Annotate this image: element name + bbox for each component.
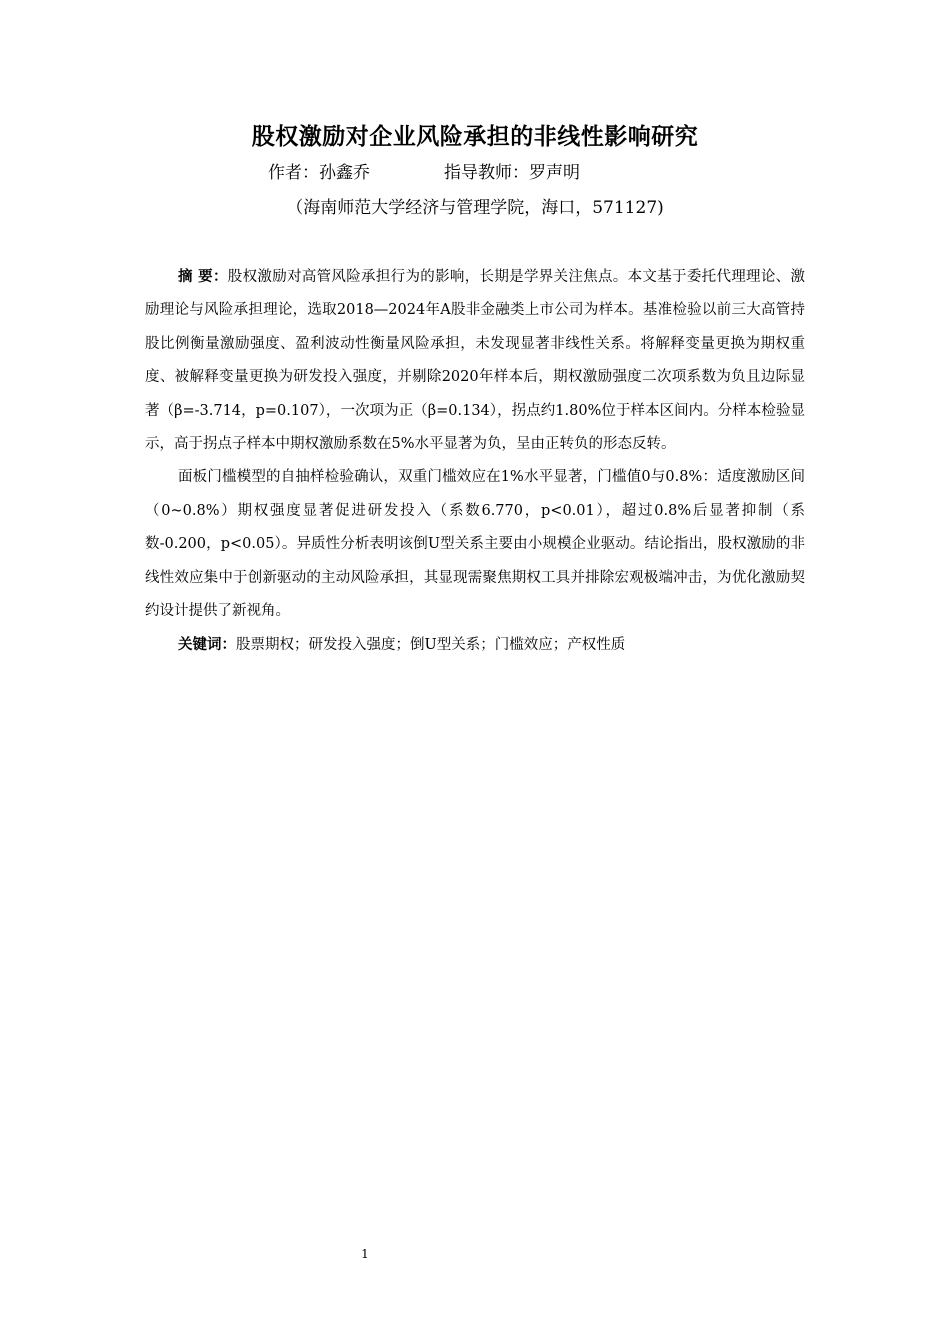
author-name: 作者：孙鑫乔: [268, 163, 370, 183]
abstract-section: [145, 260, 805, 663]
abstract-label: 摘 要：: [178, 268, 228, 285]
page-number: 1: [361, 1247, 369, 1261]
abstract-paragraph-1: [145, 260, 805, 461]
affiliation: （海南师范大学经济与管理学院，海口，571127): [286, 198, 664, 218]
abstract-paragraph-2: 面板门槛模型的自抽样检验确认，双重门槛效应在1%水平显著，门槛值0与0.8%：适度激励区间（0~0.8%）期权强度显著促进研发投入（系数6.770，p<0.01），超过0.8%后显著抑制（系数-0.200，p<0.05）。异质性分析表明该倒U型关系主要由小规模企业驱动。结论指出，股权激励的非线性效应集中于创新驱动的主动风险承担，其显现需聚焦期权工具并排除宏观极端冲击，为优化激励契约设计提供了新视角。: [145, 469, 805, 620]
keywords-text: 股票期权；研发投入强度；倒U型关系；门槛效应；产权性质: [236, 637, 626, 654]
abstract-text-1: 股权激励对高管风险承担行为的影响，长期是学界关注焦点。本文基于委托代理理论、激励理论与风险承担理论，选取2018—2024年A股非金融类上市公司为样本。基准检验以前三大高管持股比例衡量激励强度、盈利波动性衡量风险承担，未发现显著非线性关系。将解释变量更换为期权重度、被解释变量更换为研发投入强度，并剔除2020年样本后，期权激励强度二次项系数为负且边际显著（β=-3.714，p=0.107），一次项为正（β=0.134），拐点约1.80%位于样本区间内。分样本检验显示，高于拐点子样本中期权激励系数在5%水平显著为负，呈由正转负的形态反转。: [145, 269, 805, 453]
keywords-line: [145, 628, 805, 662]
keywords-label: 关键词：: [178, 636, 236, 654]
advisor-name: 指导教师：罗声明: [444, 163, 580, 183]
paper-title: 股权激励对企业风险承担的非线性影响研究: [251, 123, 699, 150]
author-line: [268, 158, 580, 183]
